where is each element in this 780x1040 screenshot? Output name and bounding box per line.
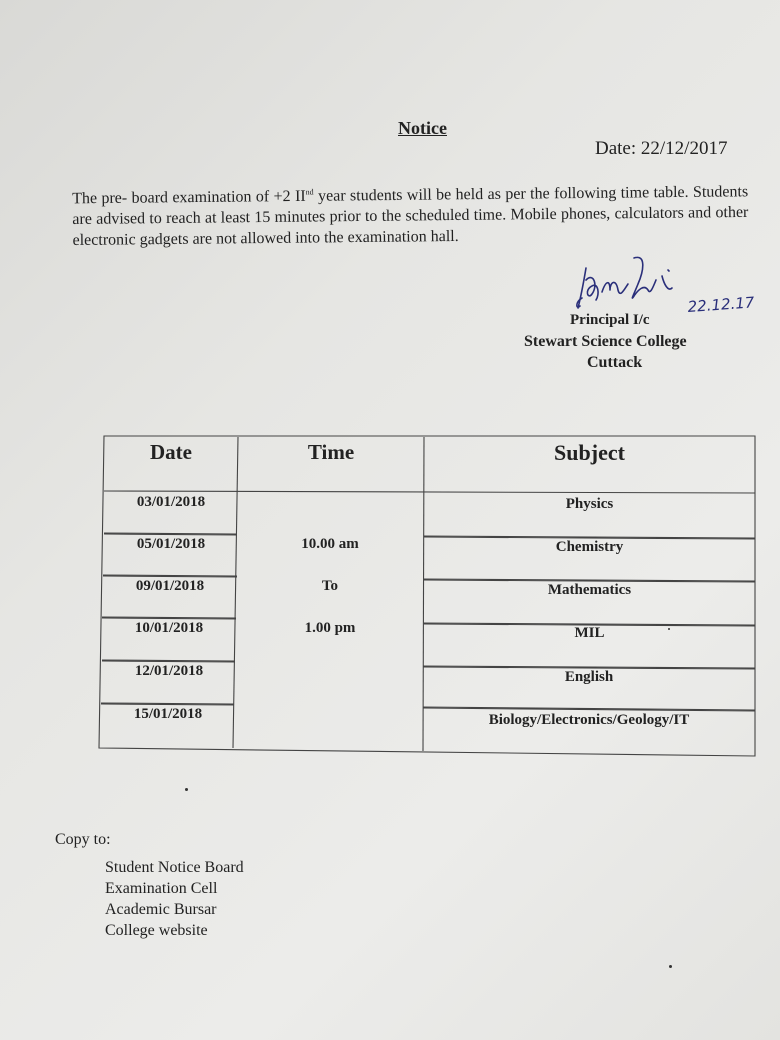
- copy-to-item: Examination Cell: [105, 880, 218, 897]
- notice-date: Date: 22/12/2017: [595, 138, 728, 159]
- row-subject: English: [564, 669, 614, 685]
- time-start: 10.00 am: [301, 536, 359, 552]
- notice-title: Notice: [398, 118, 447, 138]
- notice-body: [72, 177, 749, 251]
- time-end: 1.00 pm: [304, 620, 356, 636]
- time-separator: To: [321, 578, 339, 594]
- body-text-rest: year students will be held as per the following time table. Students are advised to reach at least 15 minutes prior to the scheduled time. Mobile phones, calculators and other electronic gadgets are not allowed into the examination hall.: [72, 183, 749, 250]
- row-subject: Chemistry: [555, 539, 624, 555]
- copy-to-label: Copy to:: [55, 831, 111, 848]
- copy-to-item: Student Notice Board: [105, 859, 244, 876]
- row-date: 05/01/2018: [136, 536, 206, 552]
- header-time: Time: [307, 440, 355, 464]
- body-text-start: The pre- board examination of +2 II: [72, 187, 306, 208]
- header-subject: Subject: [554, 440, 625, 465]
- principal-title: Principal I/c: [570, 312, 650, 328]
- row-subject: Biology/Electronics/Geology/IT: [488, 712, 690, 728]
- paper-speck: [668, 628, 670, 630]
- header-date: Date: [150, 440, 192, 464]
- copy-to-list: [105, 857, 244, 941]
- copy-to-item: Academic Bursar: [105, 901, 217, 918]
- row-date: 03/01/2018: [136, 494, 206, 510]
- copy-to-item: College website: [105, 922, 208, 939]
- signature: [572, 250, 762, 320]
- college-city: Cuttack: [587, 354, 643, 371]
- college-name: Stewart Science College: [524, 333, 687, 350]
- body-superscript: nd: [305, 187, 314, 197]
- row-date: 12/01/2018: [134, 663, 204, 679]
- paper-speck: [669, 965, 672, 968]
- row-date: 09/01/2018: [135, 578, 205, 594]
- row-subject: Physics: [565, 496, 614, 512]
- signature-date: 22.12.17: [687, 293, 755, 316]
- paper-speck: [185, 788, 188, 791]
- row-date: 10/01/2018: [134, 620, 204, 636]
- row-subject: MIL: [574, 625, 605, 641]
- row-date: 15/01/2018: [133, 706, 203, 722]
- row-subject: Mathematics: [547, 582, 632, 598]
